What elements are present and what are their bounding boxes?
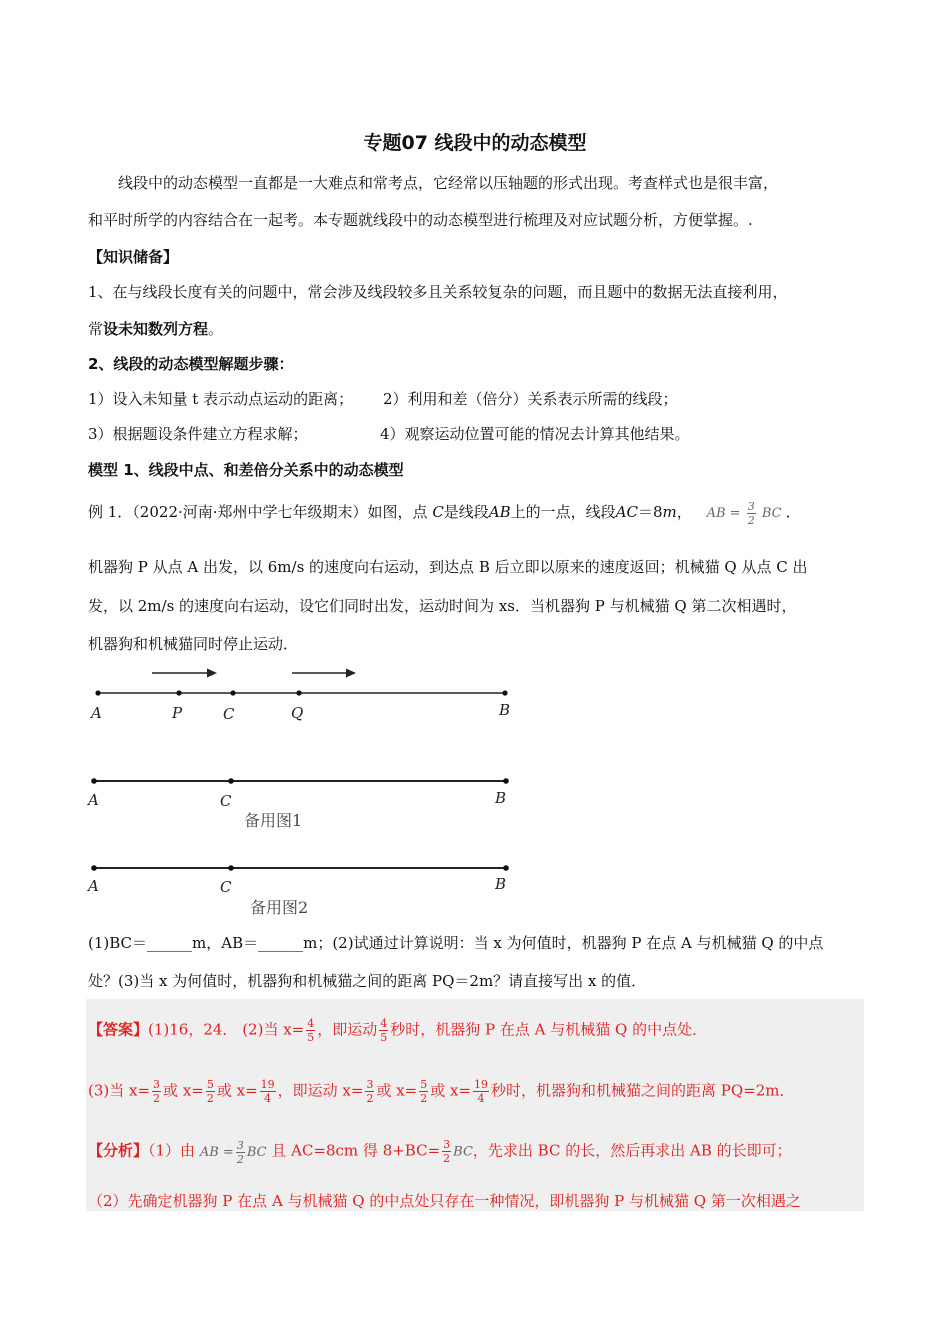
point-a: [95, 690, 100, 695]
ans1-f1-num: 4: [307, 1017, 315, 1030]
k1-bold: 设未知数列方程: [103, 320, 209, 338]
k1-pre: 常: [88, 320, 104, 338]
backup-figure-1: [80, 765, 530, 815]
ans2-f32b-num: 3: [366, 1078, 374, 1091]
ans2-f32b: [365, 1078, 374, 1105]
ans1-f1-den: 5: [307, 1031, 315, 1044]
label-p: P: [172, 704, 183, 722]
ex1-segment-ac: AC: [615, 503, 638, 521]
knowledge-1-line-1: 1、在与线段长度有关的问题中，常会涉及线段较多且关系较复杂的问题，而且题中的数据无法直接利用，: [88, 283, 788, 301]
ans2-f52: [206, 1078, 215, 1105]
ana1-formula: [199, 1138, 267, 1166]
ans1-f2-num: 4: [380, 1017, 388, 1030]
ans2-f52-den: 2: [206, 1092, 214, 1105]
ex1-mid1: 是线段: [443, 503, 489, 521]
knowledge-header: 【知识储备】: [88, 248, 179, 266]
label-q: Q: [291, 704, 304, 722]
problem-line-1: 机器狗 P 从点 A 出发，以 6m/s 的速度向右运动，到达点 B 后立即以原来的速度返回；机械猫 Q 从点 C 出: [88, 558, 808, 576]
analysis-tag: 【分析】: [88, 1141, 149, 1160]
ex1-mid2: 上的一点，线段: [510, 503, 616, 521]
answer-line-1: [88, 1017, 707, 1044]
analysis-line-1: [88, 1138, 792, 1166]
ans2-f194b-num: 19: [474, 1078, 489, 1091]
backup-caption-2: 备用图2: [250, 898, 309, 917]
ana1-c: ，先求出 BC 的长，然后再求出 AB 的长即可；: [472, 1141, 792, 1160]
ex1-unit-m: m: [662, 503, 677, 521]
backup1-label-c: C: [220, 792, 232, 810]
ana1-f2-den: 2: [443, 1152, 451, 1165]
ana1-b: 且 AC=8cm 得 8+BC=: [271, 1141, 441, 1160]
ex1-comma: ，: [676, 503, 692, 521]
ans1-frac-2: [379, 1017, 388, 1044]
knowledge-2-header: 2、线段的动态模型解题步骤：: [88, 355, 294, 373]
ans2-or-4: 或 x=: [430, 1081, 472, 1100]
step-1: 1）设入未知量 t 表示动点运动的距离；: [88, 390, 354, 408]
ex1-frac-den: 2: [747, 514, 755, 527]
ana1-f2-num: 3: [443, 1138, 451, 1151]
step-2: 2）利用和差（倍分）关系表示所需的线段；: [383, 390, 678, 408]
intro-line-2: 和平时所学的内容结合在一起考。本专题就线段中的动态模型进行梳理及对应试题分析，方便掌握。.: [88, 211, 753, 229]
ans2-f194b: [473, 1078, 489, 1105]
ans2-or-3: 或 x=: [376, 1081, 418, 1100]
ans1-frac-1: [306, 1017, 315, 1044]
step-4: 4）观察运动位置可能的情况去计算其他结果。: [380, 425, 690, 443]
ans2-f52b-num: 5: [420, 1078, 428, 1091]
arrow-q-icon: [292, 669, 356, 678]
ans2-f52b-den: 2: [420, 1092, 428, 1105]
ana1-frac-2: [442, 1138, 451, 1165]
point-c: [230, 690, 235, 695]
ans2-or-1: 或 x=: [163, 1081, 204, 1100]
ex1-eq: ＝8: [638, 503, 663, 521]
ex1-segment-ab: AB: [488, 503, 511, 521]
ex1-end: ．: [785, 503, 801, 521]
backup2-label-b: B: [495, 875, 507, 893]
backup1-label-a: A: [88, 791, 99, 809]
point-b: [502, 690, 507, 695]
backup1-point-c: [228, 778, 234, 784]
page-title: 专题07 线段中的动态模型: [363, 132, 587, 154]
ex1-formula-lhs: AB =: [706, 506, 741, 521]
main-figure: [80, 660, 530, 730]
ans2-a: (3)当 x=: [88, 1081, 151, 1100]
ans2-c: 秒时，机器狗和机械猫之间的距离 PQ=2m．: [491, 1081, 795, 1100]
ans2-f194-den: 4: [264, 1092, 272, 1105]
ana1-frac-num: 3: [236, 1138, 244, 1152]
point-p: [176, 690, 181, 695]
ana1-formula-frac: [236, 1139, 245, 1166]
k1-post: 。: [208, 320, 224, 338]
ans1-c: 秒时，机器狗 P 在点 A 与机械猫 Q 的中点处．: [390, 1020, 708, 1039]
backup1-label-b: B: [495, 789, 507, 807]
question-line-1: (1)BC＝______m，AB＝______m；(2)试通过计算说明：当 x 为何值时，机器狗 P 在点 A 与机械猫 Q 的中点: [88, 934, 824, 952]
ana1-frac-den: 2: [236, 1152, 244, 1166]
ana1-formula-rhs: BC: [246, 1144, 267, 1160]
ana1-a: （1）由: [148, 1141, 196, 1160]
model-1-header: 模型 1、线段中点、和差倍分关系中的动态模型: [88, 461, 404, 479]
arrow-p-icon: [152, 669, 217, 678]
ans2-f32-den: 2: [153, 1092, 161, 1105]
ans2-f52b: [419, 1078, 428, 1105]
problem-line-2: 发，以 2m/s 的速度向右运动，设它们同时出发，运动时间为 xs．当机器狗 P 与机械猫 Q 第二次相遇时，: [88, 597, 797, 615]
ana1-formula-lhs: AB =: [199, 1144, 234, 1160]
intro-line-1: 线段中的动态模型一直都是一大难点和常考点，它经常以压轴题的形式出现。考查样式也是很丰富，: [118, 174, 779, 192]
ans2-f32b-den: 2: [366, 1092, 374, 1105]
backup-caption-1: 备用图1: [244, 811, 303, 830]
ans1-a: (1)16，24． (2)当 x=: [148, 1020, 305, 1039]
answer-line-2: [88, 1078, 795, 1105]
ans1-b: ，即运动: [317, 1020, 378, 1039]
ex1-point-c: C: [432, 503, 444, 521]
ex1-frac-num: 3: [747, 500, 755, 513]
answer-tag: 【答案】: [88, 1020, 149, 1039]
backup2-label-c: C: [220, 878, 232, 896]
label-b: B: [499, 701, 511, 719]
analysis-line-2: （2）先确定机器狗 P 在点 A 与机械猫 Q 的中点处只存在一种情况，即机器狗 P 与机械猫 Q 第一次相遇之: [88, 1192, 801, 1210]
ans2-f194b-den: 4: [477, 1092, 485, 1105]
ex1-formula-rhs: BC: [761, 506, 782, 521]
ans2-b: ，即运动 x=: [277, 1081, 364, 1100]
ans1-f2-den: 5: [380, 1031, 388, 1044]
backup2-label-a: A: [88, 877, 99, 895]
ex1-formula: [706, 500, 786, 527]
question-line-2: 处？(3)当 x 为何值时，机器狗和机械猫之间的距离 PQ＝2m？请直接写出 x 的值．: [88, 972, 647, 990]
ana1-f2-rhs: BC: [453, 1144, 473, 1160]
ex1-pre: 例 1．（2022·河南·郑州中学七年级期末）如图，点: [88, 503, 428, 521]
ans2-f32-num: 3: [153, 1078, 161, 1091]
ans2-f52-num: 5: [206, 1078, 214, 1091]
ans2-or-2: 或 x=: [216, 1081, 258, 1100]
backup2-point-b: [503, 865, 509, 871]
backup1-point-b: [503, 778, 509, 784]
label-c: C: [223, 705, 235, 723]
ans2-f194: [260, 1078, 276, 1105]
backup2-point-c: [228, 865, 234, 871]
example-1-line: [88, 500, 801, 527]
label-a: A: [91, 704, 102, 722]
ans2-f194-num: 19: [260, 1078, 275, 1091]
step-3: 3）根据题设条件建立方程求解；: [88, 425, 308, 443]
backup2-point-a: [91, 865, 97, 871]
ans2-f32: [152, 1078, 161, 1105]
knowledge-1-line-2: [88, 318, 223, 339]
backup1-point-a: [91, 778, 97, 784]
ex1-formula-frac: [747, 500, 756, 527]
problem-line-3: 机器狗和机械猫同时停止运动．: [88, 635, 299, 653]
point-q: [296, 690, 301, 695]
